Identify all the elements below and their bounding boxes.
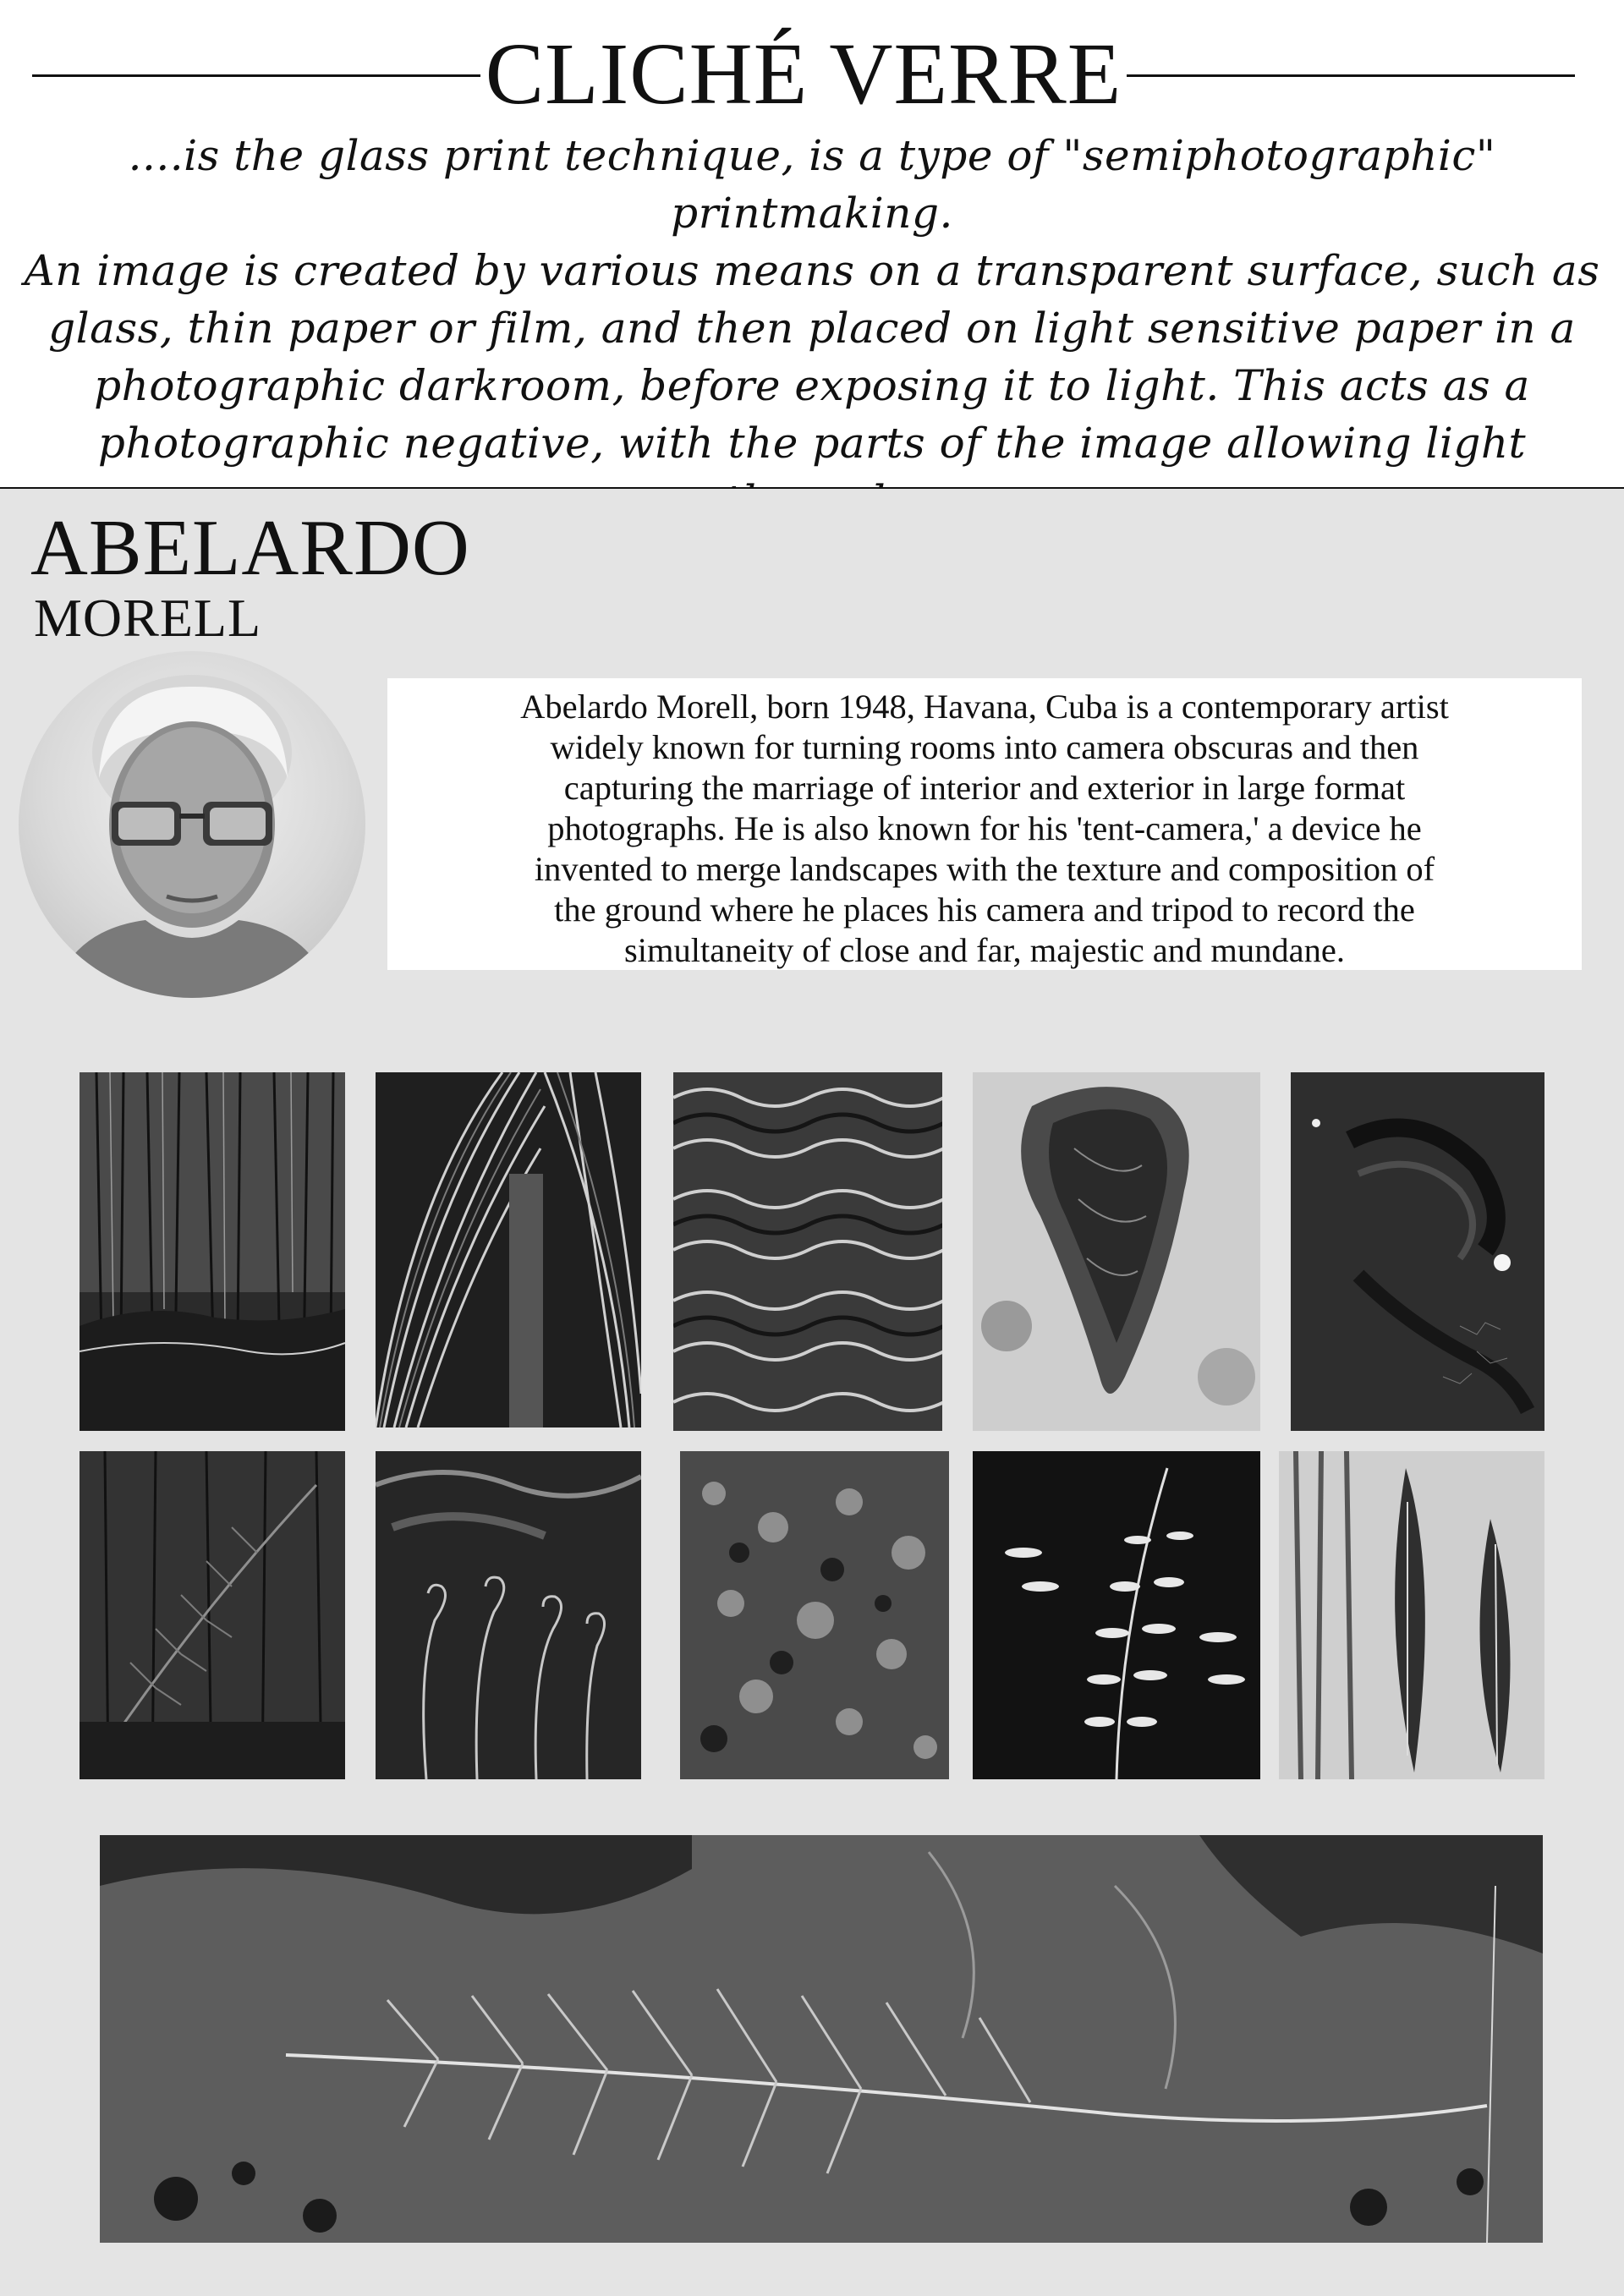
artist-portrait <box>19 651 365 998</box>
intro-line: photographic negative, with the parts of the image allowing light <box>97 419 1527 468</box>
intro-line: photographic darkroom, before exposing it to light. This acts as a <box>94 361 1530 410</box>
bio-line: invented to merge landscapes with the texture and composition of <box>534 850 1435 888</box>
artwork-wide-fern-print <box>100 1835 1543 2243</box>
artwork-fern-shadows <box>80 1451 345 1779</box>
bio-line: capturing the marriage of interior and exterior in large format <box>563 769 1406 807</box>
artwork-flowing-lines <box>376 1072 641 1427</box>
title-rule-right <box>1127 74 1575 77</box>
artwork-shell-shape <box>973 1072 1260 1431</box>
artist-last-name: MORELL <box>34 588 262 648</box>
bio-line: the ground where he places his camera and tripod to record the <box>554 890 1415 929</box>
artwork-leaf-brushstrokes <box>1279 1451 1544 1779</box>
artwork-fiddleheads <box>376 1451 641 1779</box>
bio-line: Abelardo Morell, born 1948, Havana, Cuba is a contemporary artist <box>520 688 1449 726</box>
intro-line: glass, thin paper or film, and then placed on light sensitive paper in a <box>48 304 1576 353</box>
header <box>0 0 1624 487</box>
artist-first-name: ABELARDO <box>30 504 470 592</box>
artist-bio <box>387 678 1582 970</box>
intro-line: An image is created by various means on a transparent surface, such as <box>24 246 1600 295</box>
artwork-forest-scratches <box>80 1072 345 1431</box>
bio-line: simultaneity of close and far, majestic and mundane. <box>624 931 1345 969</box>
artwork-foliage-texture <box>680 1451 949 1779</box>
intro-line: ....is the glass print technique, is a type of "semiphotographic" printmaking. <box>128 131 1496 238</box>
bio-line: photographs. He is also known for his 'tent-camera,' a device he <box>547 809 1422 847</box>
artwork-fern-negative <box>973 1451 1260 1779</box>
bio-line: widely known for turning rooms into camera obscuras and then <box>550 728 1419 766</box>
portrait-illustration <box>19 651 365 998</box>
page-title: CLICHÉ VERRE <box>485 25 1122 123</box>
title-rule-left <box>32 74 480 77</box>
artwork-wavy-texture <box>673 1072 942 1431</box>
artwork-dark-swirl <box>1291 1072 1544 1431</box>
